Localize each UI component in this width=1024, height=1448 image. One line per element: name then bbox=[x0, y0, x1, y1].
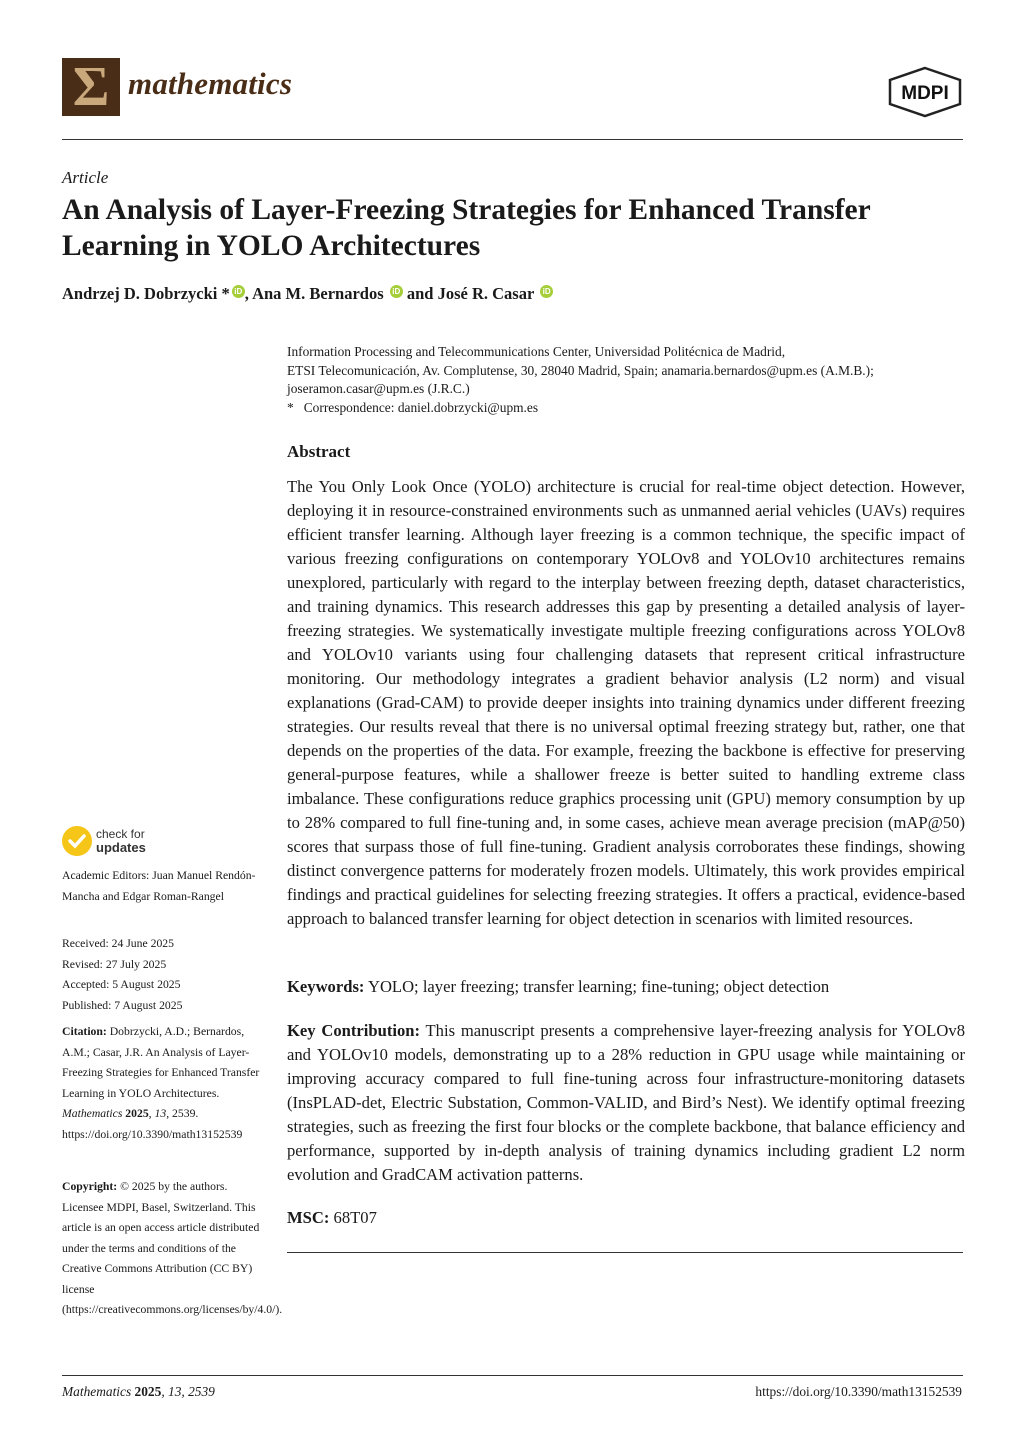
correspondence: * Correspondence: daniel.dobrzycki@upm.es bbox=[287, 399, 539, 415]
paper-title: An Analysis of Layer-Freezing Strategies for Enhanced Transfer Learning in YOLO Architectures bbox=[62, 194, 871, 262]
revised-date: Revised: 27 July 2025 bbox=[62, 957, 167, 971]
key-contribution-label: Key Contribution: bbox=[287, 1021, 421, 1040]
journal-logo[interactable] bbox=[62, 58, 120, 116]
msc-label: MSC: bbox=[287, 1208, 330, 1227]
abstract-text: The You Only Look Once (YOLO) architecture is crucial for real-time object detection. However, deploying it in resource-constrained environments such as unmanned aerial vehicles (UAVs) requires efficient transfer learning. Although layer freezing is a common technique, the specific impact of various freezing configurations on contemporary YOLOv8 and YOLOv10 architectures remains unexplored, particularly with regard to the interplay between freezing depth, dataset characteristics, and training dynamics. This research addresses this gap by presenting a detailed analysis of layer-freezing strategies. We systematically investigate multiple freezing configurations across YOLOv8 and YOLOv10 variants using four challenging datasets that represent critical infrastructure monitoring. Our methodology integrates a gradient behavior analysis (L2 norm) and visual explanations (Grad-CAM) to provide deeper insights into training dynamics under different freezing strategies. Our results reveal that there is no universal optimal freezing strategy but, rather, one that depends on the properties of the data. For example, freezing the backbone is effective for preserving general-purpose features, while a shallower freeze is better suited to handling extreme class imbalance. These configurations reduce graphics processing unit (GPU) memory consumption by up to 28% compared to full fine-tuning and, in some cases, achieve mean average precision (mAP@50) scores that surpass those of full fine-tuning. Gradient analysis corroborates these findings, showing distinct convergence patterns for moderately frozen models. Ultimately, this work provides empirical findings and practical guidelines for selecting freezing strategies. It offers a practical, evidence-based approach to balanced transfer learning for object detection in scenarios with limited resources. bbox=[287, 477, 965, 928]
copyright: Copyright: © 2025 by the authors. Licensee MDPI, Basel, Switzerland. This article is an open access article distributed under the terms and conditions of the Creative Commons Attribution (CC BY) license (https://creativecommons.org/licenses/by/4.0/). bbox=[62, 1180, 283, 1316]
msc bbox=[287, 1208, 377, 1228]
content-divider bbox=[287, 1252, 963, 1253]
article-type: Article bbox=[62, 168, 109, 187]
citation: Citation: Dobrzycki, A.D.; Bernardos, A.M.; Casar, J.R. An Analysis of Layer-Freezing Strategies for Enhanced Transfer Learning in YOLO Architectures. Mathematics 2025, 13, 2539. https://doi.org/10.3390/math13152539 bbox=[62, 1025, 260, 1141]
citation-doi-link[interactable]: , 2539. https://doi.org/10.3390/math13152539 bbox=[62, 1107, 243, 1141]
orcid-icon[interactable]: iD bbox=[540, 285, 553, 298]
affiliation: Information Processing and Telecommunications Center, Universidad Politécnica de Madrid, ETSI Telecomunicación, Av. Complutense, 30, 28040 Madrid, Spain; anamaria.bernardos@upm.es (A.M.B.); joseramon.casar@upm.es (J.R.C.) * Correspondence: daniel.dobrzycki@upm.es bbox=[287, 343, 977, 417]
author-name[interactable]: Andrzej D. Dobrzycki * bbox=[62, 284, 230, 303]
keywords-text: YOLO; layer freezing; transfer learning; fine-tuning; object detection bbox=[364, 977, 830, 996]
keywords bbox=[287, 975, 965, 999]
journal-name[interactable]: mathematics bbox=[128, 66, 293, 101]
publisher-name: MDPI bbox=[901, 83, 949, 104]
key-contribution bbox=[287, 1019, 965, 1187]
orcid-icon[interactable]: iD bbox=[232, 285, 245, 298]
check-for-updates-icon bbox=[62, 826, 92, 856]
check-for-updates-badge[interactable]: check for updates bbox=[62, 826, 146, 856]
mdpi-logo-icon[interactable] bbox=[886, 66, 964, 118]
keywords-label: Keywords: bbox=[287, 977, 365, 996]
received-date: Received: 24 June 2025 bbox=[62, 937, 174, 950]
published-date: Published: 7 August 2025 bbox=[62, 998, 183, 1012]
footer-doi-link[interactable]: https://doi.org/10.3390/math13152539 bbox=[755, 1384, 962, 1399]
sigma-logo-icon: Σ bbox=[72, 56, 110, 118]
publication-dates bbox=[62, 934, 267, 1016]
key-contribution-text: This manuscript presents a comprehensive layer-freezing analysis for YOLOv8 and YOLOv10 models, demonstrating up to a 28% reduction in GPU usage while maintaining or improving accuracy compared to full fine-tuning across four infrastructure-monitoring datasets (InsPLAD-det, Electric Substation, Common-VALID, and Bird’s Nest). We identify optimal freezing strategies, such as freezing the first four blocks or the complete backbone, that balance efficiency and performance, supported by in-depth analysis of training dynamics including gradient L2 norm evolution and GradCAM activation patterns. bbox=[287, 1021, 965, 1184]
author-list: Andrzej D. Dobrzycki * iD , Ana M. Bernardos iD and José R. Casar iD bbox=[62, 284, 553, 304]
orcid-icon[interactable]: iD bbox=[390, 285, 403, 298]
msc-code: 68T07 bbox=[329, 1208, 377, 1227]
academic-editors: Academic Editors: Juan Manuel Rendón-Mancha and Edgar Roman-Rangel bbox=[62, 869, 256, 903]
accepted-date: Accepted: 5 August 2025 bbox=[62, 978, 181, 991]
author-name[interactable]: Ana M. Bernardos bbox=[252, 284, 384, 303]
footer-journal-ref: Mathematics 2025, 13, 2539 bbox=[62, 1384, 215, 1399]
footer-divider bbox=[62, 1375, 963, 1376]
author-name[interactable]: José R. Casar bbox=[437, 284, 535, 303]
abstract-heading: Abstract bbox=[287, 442, 351, 461]
header-divider bbox=[62, 139, 963, 140]
